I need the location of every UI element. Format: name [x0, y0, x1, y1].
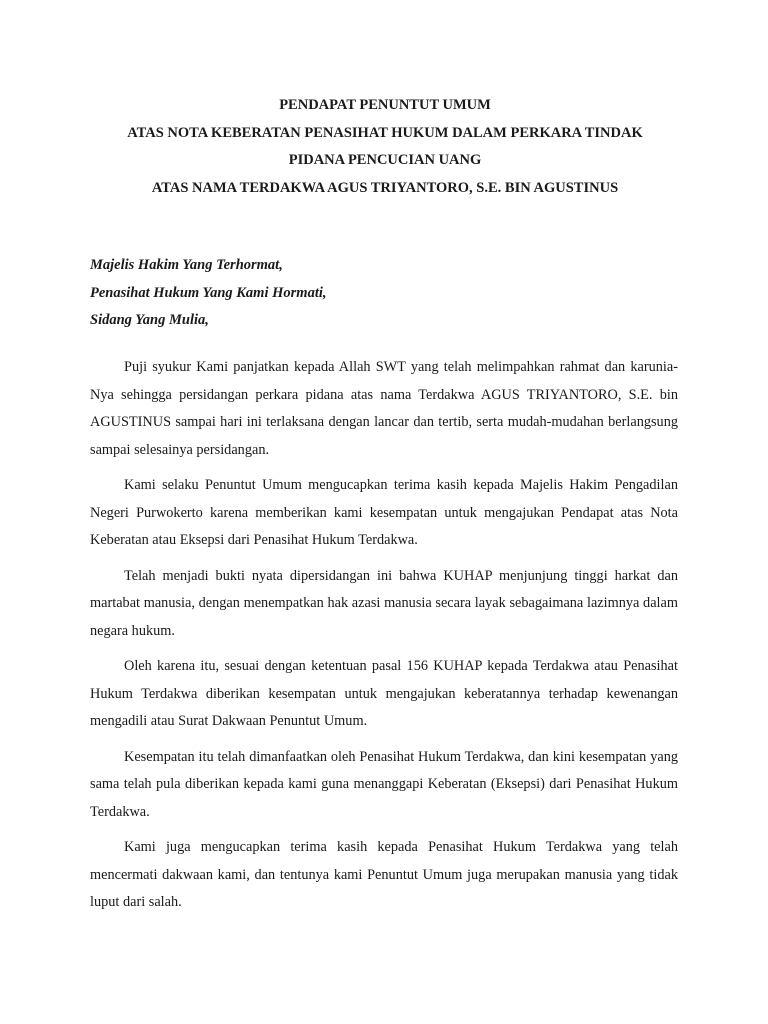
body-paragraph: Puji syukur Kami panjatkan kepada Allah SWT yang telah melimpahkan rahmat dan karunia-Nya sehingga persidangan perkara pidana atas nama Terdakwa AGUS TRIYANTORO, S.E. bin AGUSTINUS sampai hari ini terlaksana dengan lancar dan tertib, serta mudah-mudahan berlangsung sampai selesainya persidangan. — [90, 359, 678, 458]
salutation-line: Majelis Hakim Yang Terhormat, — [90, 257, 283, 273]
title-line: PENDAPAT PENUNTUT UMUM — [279, 97, 491, 113]
salutation-line: Penasihat Hukum Yang Kami Hormati, — [90, 284, 327, 301]
title-line: ATAS NOTA KEBERATAN PENASIHAT HUKUM DALAM PERKARA TINDAK — [127, 124, 643, 141]
title-line: ATAS NAMA TERDAKWA AGUS TRIYANTORO, S.E. BIN AGUSTINUS — [151, 179, 619, 196]
body-paragraph: Kami selaku Penuntut Umum mengucapkan terima kasih kepada Majelis Hakim Pengadilan Negeri Purwokerto karena memberikan kami kesempatan untuk mengajukan Pendapat atas Nota Keberatan atau Eksepsi dari Penasihat Hukum Terdakwa. — [90, 477, 678, 548]
body-paragraph: Telah menjadi bukti nyata dipersidangan ini bahwa KUHAP menjunjung tinggi harkat dan martabat manusia, dengan menempatkan hak azasi manusia secara layak sebagaimana lazimnya dalam negara hukum. — [90, 567, 678, 639]
title-line: PIDANA PENCUCIAN UANG — [288, 152, 482, 168]
document-body — [90, 354, 678, 917]
document-title — [90, 92, 680, 202]
salutation-line: Sidang Yang Mulia, — [90, 312, 209, 328]
body-paragraph: Kesempatan itu telah dimanfaatkan oleh Penasihat Hukum Terdakwa, dan kini kesempatan yang sama telah pula diberikan kepada kami guna menanggapi Keberatan (Eksepsi) dari Penasihat Hukum Terdakwa. — [90, 748, 678, 820]
body-paragraph: Oleh karena itu, sesuai dengan ketentuan pasal 156 KUHAP kepada Terdakwa atau Penasihat Hukum Terdakwa diberikan kesempatan untuk mengajukan keberatannya terhadap kewenangan mengadili atau Surat Dakwaan Penuntut Umum. — [90, 658, 678, 729]
body-paragraph: Kami juga mengucapkan terima kasih kepada Penasihat Hukum Terdakwa yang telah mencermati dakwaan kami, dan tentunya kami Penuntut Umum juga merupakan manusia yang tidak luput dari salah. — [90, 839, 678, 910]
salutation-block — [90, 252, 680, 335]
